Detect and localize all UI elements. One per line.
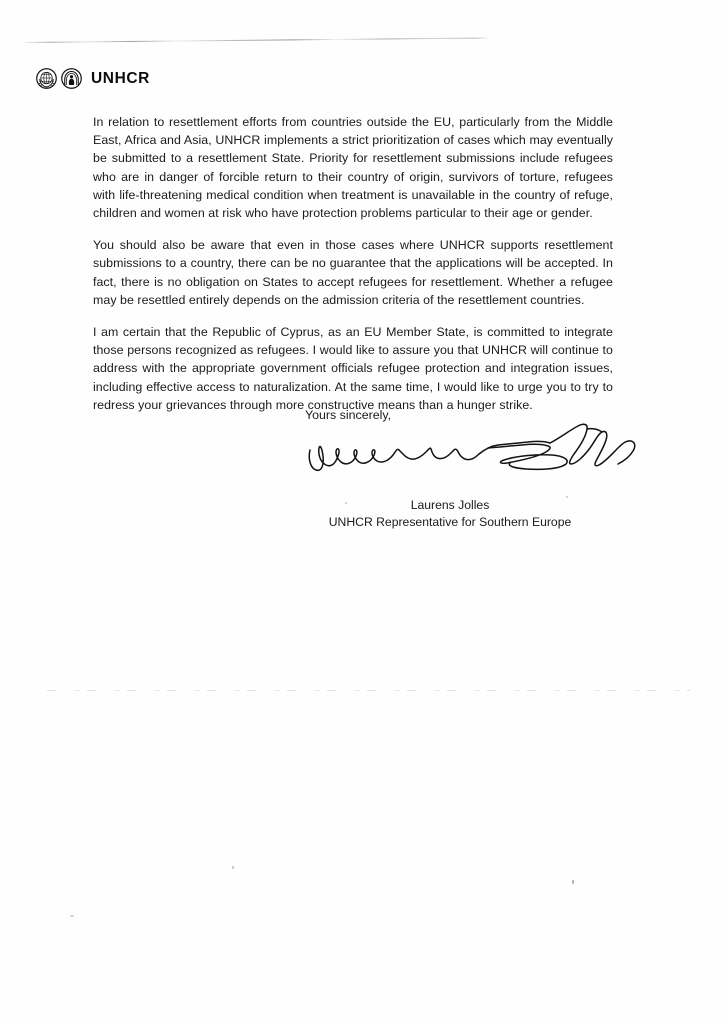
- unhcr-letterhead: [36, 68, 150, 89]
- unhcr-sheltering-hands-icon: [61, 68, 82, 89]
- scan-artifact-line-middle: [40, 690, 690, 691]
- scan-speck: [572, 880, 574, 884]
- signatory-title: UNHCR Representative for Southern Europe: [328, 515, 572, 529]
- scan-speck: [70, 915, 74, 917]
- body-paragraph: In relation to resettlement efforts from countries outside the EU, particularly from the Middle East, Africa and Asia, UNHCR implements a strict prioritization of cases which may eventually be submitted to a resettlement State. Priority for resettlement submissions include refugees who are in danger of forcible return to their country of origin, survivors of torture, refugees with life-threatening medical condition when treatment is unavailable in the country of refuge, children and women at risk who have protection problems particular to their age or gender.: [93, 115, 613, 221]
- scan-speck: [232, 866, 234, 869]
- letter-body: [93, 113, 613, 414]
- closing-salutation: Yours sincerely,: [305, 408, 392, 422]
- signatory-name: Laurens Jolles: [410, 498, 490, 512]
- handwritten-signature: [302, 418, 642, 480]
- scan-artifact-line-top: [22, 38, 490, 43]
- body-paragraph: I am certain that the Republic of Cyprus, as an EU Member State, is committed to integrate those persons recognized as refugees. I would like to assure you that UNHCR will continue to address with the appropriate government officials refugee protection and integration issues, including effective access to naturalization. At the same time, I would like to urge you to try to redress your grievances through more constructive means than a hunger strike.: [93, 325, 613, 412]
- un-globe-emblem-icon: [36, 68, 57, 89]
- body-paragraph: You should also be aware that even in those cases where UNHCR supports resettlement submissions to a country, there can be no guarantee that the applications will be accepted. In fact, there is no obligation on States to accept refugees for resettlement. Whether a refugee may be resettled entirely depends on the admission criteria of the resettlement countries.: [93, 238, 613, 307]
- signature-block: [300, 497, 600, 531]
- unhcr-wordmark: UNHCR: [91, 69, 150, 87]
